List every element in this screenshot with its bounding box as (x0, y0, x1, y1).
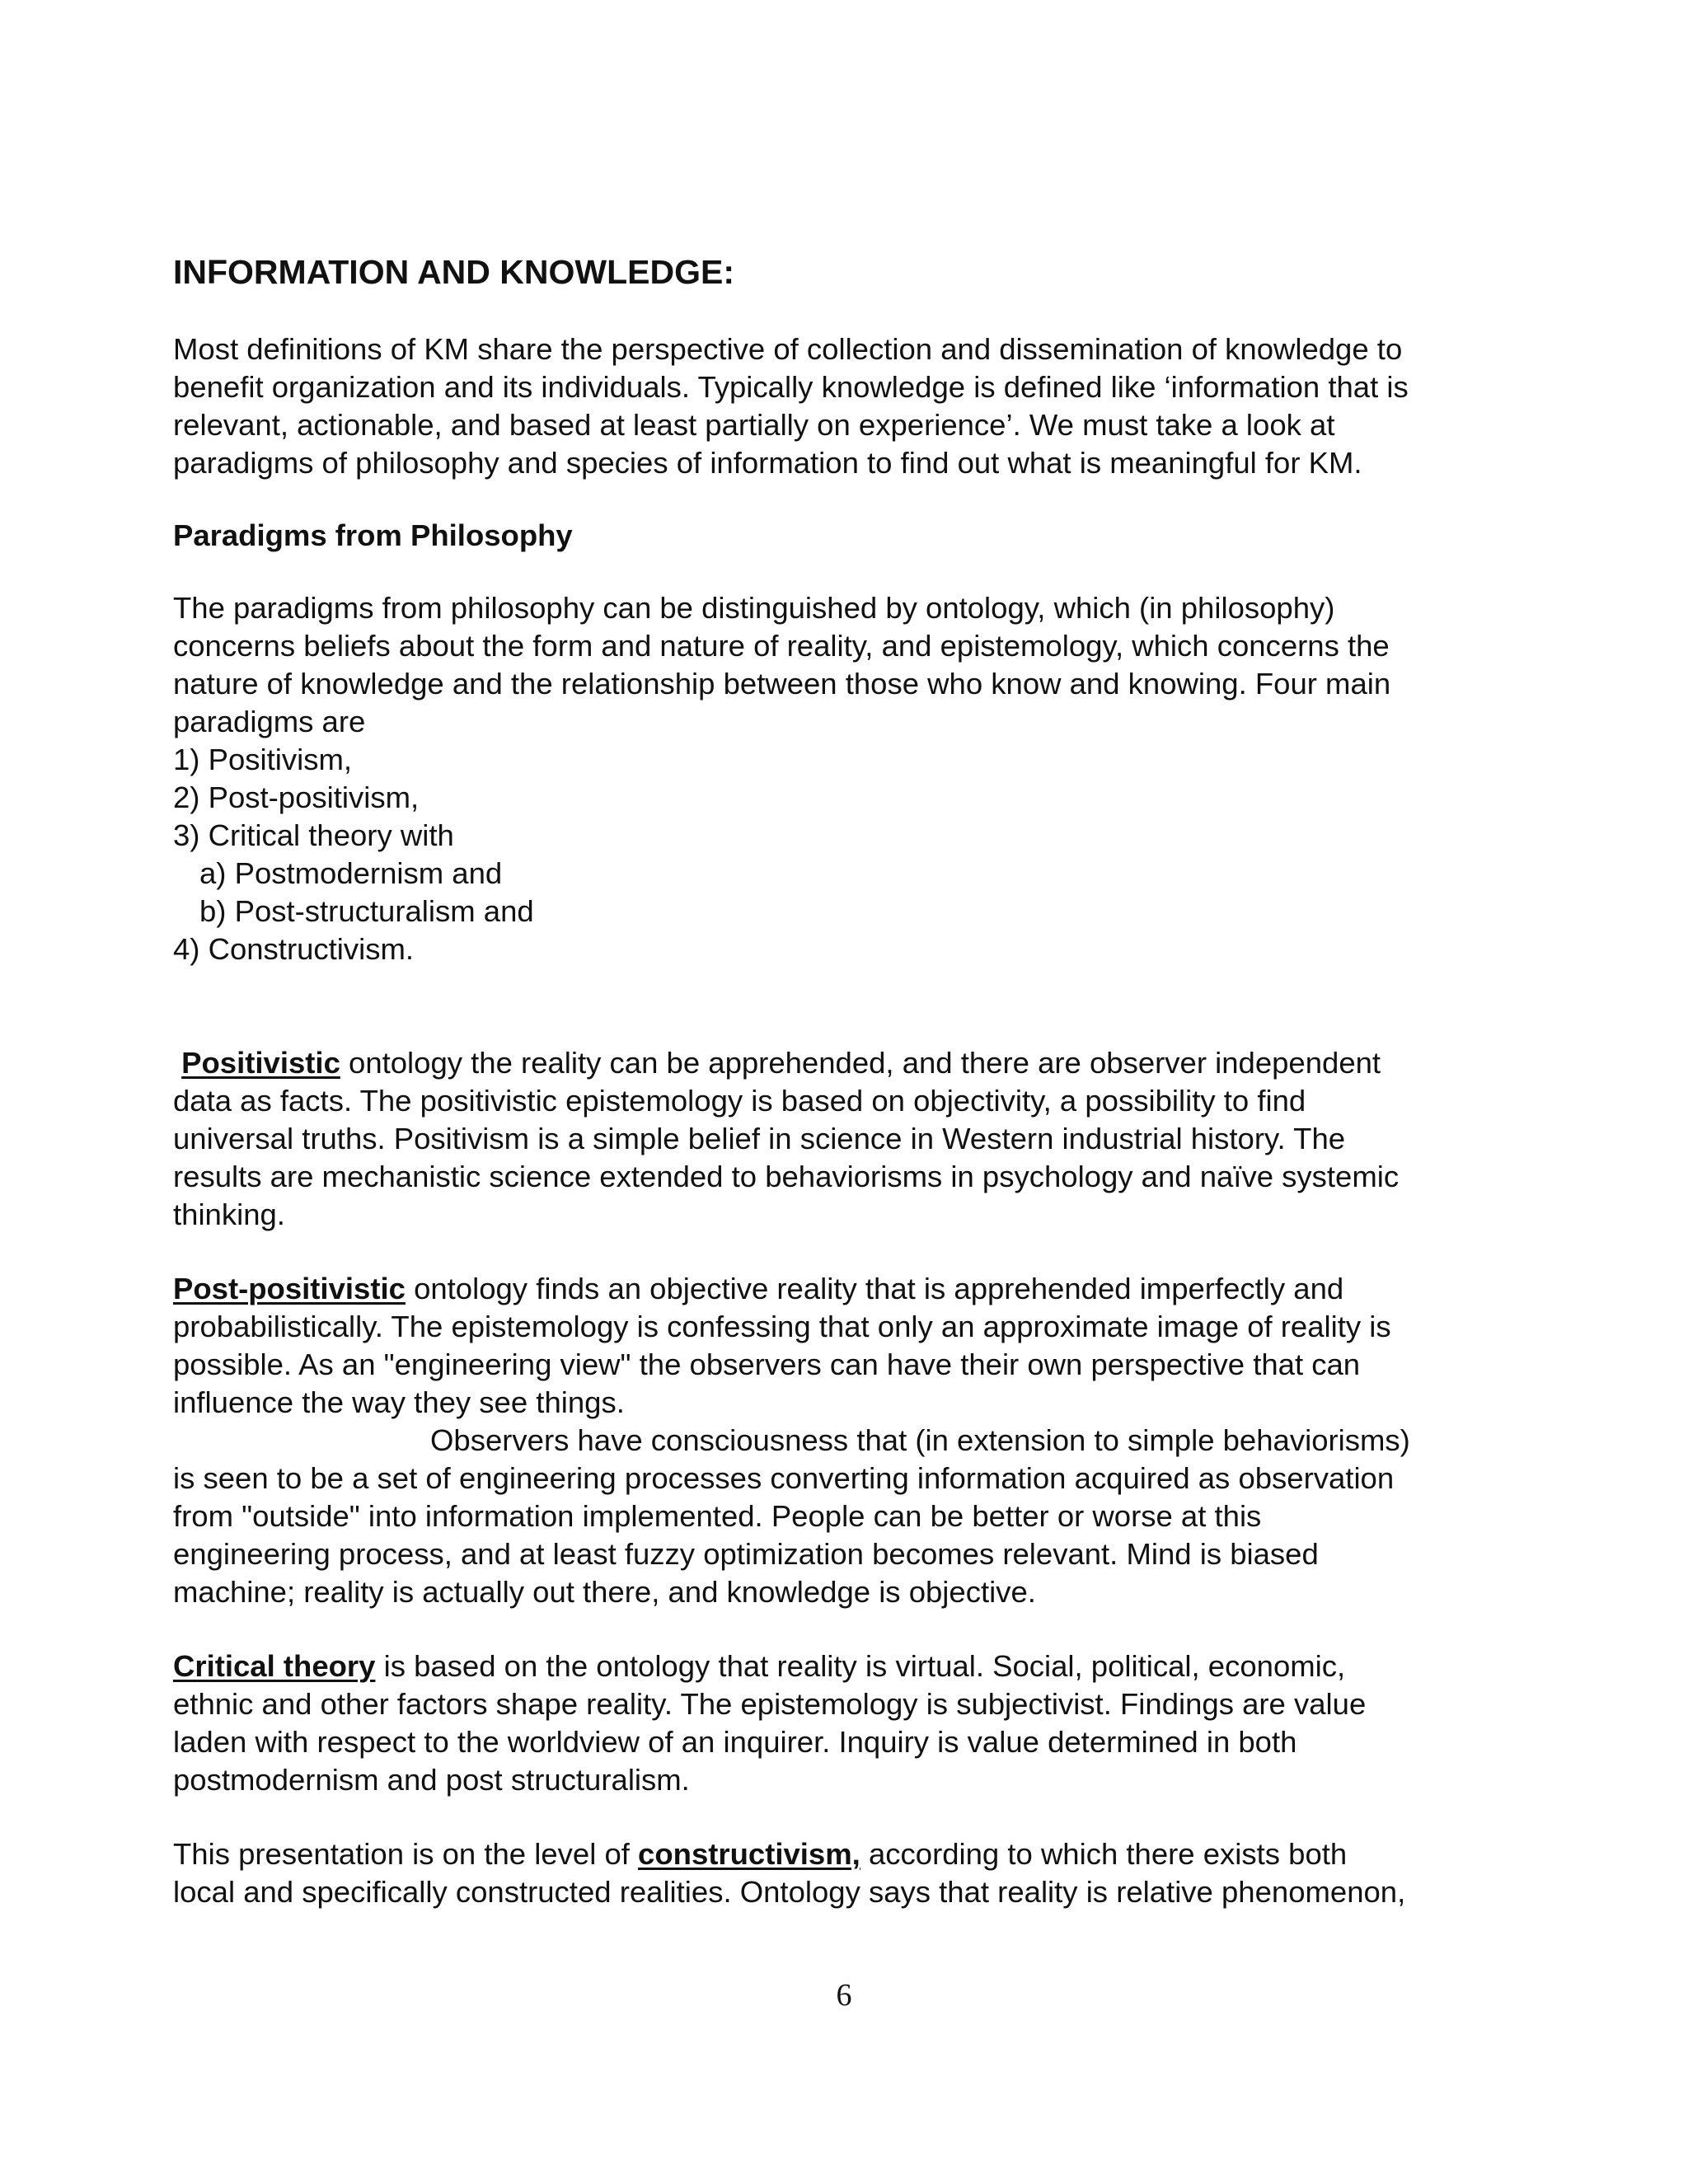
paradigms-line: paradigms are (173, 705, 366, 738)
observers-first-line: Observers have consciousness that (in extension to simple behaviorisms) (430, 1423, 1410, 1457)
paradigms-line: nature of knowledge and the relationship between those who know and knowing. Four main (173, 667, 1391, 701)
post-positivistic-term: Post-positivistic (173, 1272, 406, 1305)
positivistic-line: universal truths. Positivism is a simple belief in science in Western industrial history. The (173, 1122, 1346, 1155)
observers-line: is seen to be a set of engineering processes converting information acquired as observation (173, 1461, 1395, 1495)
page-number: 6 (836, 1978, 852, 2013)
constructivism-line: local and specifically constructed realities. Ontology says that reality is relative phenomenon, (173, 1875, 1406, 1909)
list-item: 1) Positivism, (173, 743, 353, 776)
observers-line: machine; reality is actually out there, and knowledge is objective. (173, 1575, 1036, 1609)
critical-theory-first-line (173, 1647, 1525, 1685)
constructivism-term: constructivism, (638, 1837, 860, 1871)
critical-theory-line: laden with respect to the worldview of an inquirer. Inquiry is value determined in both (173, 1725, 1297, 1759)
critical-theory-paragraph (173, 1647, 1525, 1799)
list-item: 4) Constructivism. (173, 932, 415, 966)
post-positivistic-paragraph (173, 1270, 1525, 1611)
constructivism-paragraph (173, 1835, 1525, 1911)
paradigms-line: The paradigms from philosophy can be distinguished by ontology, which (in philosophy) (173, 591, 1335, 625)
positivistic-line: thinking. (173, 1197, 285, 1231)
positivistic-line: results are mechanistic science extended to behaviorisms in psychology and naïve systemic (173, 1160, 1400, 1193)
paradigms-paragraph (173, 589, 1525, 741)
positivistic-first-line-rest: ontology the reality can be apprehended, and there are observer independent (340, 1046, 1381, 1080)
list-subitem: a) Postmodernism and (199, 856, 503, 890)
post-positivistic-first-line (173, 1270, 1525, 1308)
constructivism-before: This presentation is on the level of (173, 1837, 639, 1871)
page-heading: INFORMATION AND KNOWLEDGE: (173, 253, 734, 291)
paradigms-line: concerns beliefs about the form and nature of reality, and epistemology, which concerns the (173, 629, 1390, 663)
document-page (173, 251, 1525, 1911)
intro-paragraph (173, 330, 1525, 482)
positivistic-first-line (173, 1044, 1525, 1082)
critical-theory-term: Critical theory (173, 1649, 376, 1683)
critical-theory-first-line-rest: is based on the ontology that reality is virtual. Social, political, economic, (375, 1649, 1346, 1683)
intro-line: benefit organization and its individuals. Typically knowledge is defined like ‘information that is (173, 370, 1409, 404)
intro-line: Most definitions of KM share the perspective of collection and dissemination of knowledge to (173, 332, 1403, 366)
critical-theory-line: ethnic and other factors shape reality. The epistemology is subjectivist. Findings are value (173, 1687, 1367, 1721)
observers-line: from "outside" into information implemented. People can be better or worse at this (173, 1499, 1262, 1533)
positivistic-paragraph (173, 1044, 1525, 1234)
post-positivistic-line: influence the way they see things. (173, 1385, 625, 1419)
critical-theory-line: postmodernism and post structuralism. (173, 1763, 690, 1797)
section-subheading: Paradigms from Philosophy (173, 518, 573, 552)
constructivism-first-line (173, 1835, 1525, 1873)
list-item: 3) Critical theory with (173, 818, 454, 852)
intro-line: relevant, actionable, and based at least partially on experience’. We must take a look at (173, 408, 1335, 442)
constructivism-after: according to which there exists both (860, 1837, 1348, 1871)
positivistic-line: data as facts. The positivistic epistemology is based on objectivity, a possibility to find (173, 1084, 1306, 1118)
list-item: 2) Post-positivism, (173, 780, 420, 814)
post-positivistic-line: probabilistically. The epistemology is confessing that only an approximate image of reality is (173, 1310, 1391, 1343)
post-positivistic-line: possible. As an "engineering view" the observers can have their own perspective that can (173, 1347, 1361, 1381)
observers-line: engineering process, and at least fuzzy optimization becomes relevant. Mind is biased (173, 1537, 1319, 1571)
intro-line: paradigms of philosophy and species of information to find out what is meaningful for KM. (173, 446, 1362, 480)
post-positivistic-first-line-rest: ontology finds an objective reality that is apprehended imperfectly and (405, 1272, 1344, 1305)
positivistic-term: Positivistic (181, 1046, 340, 1080)
paradigm-list (173, 741, 1525, 968)
list-subitem: b) Post-structuralism and (199, 894, 534, 928)
